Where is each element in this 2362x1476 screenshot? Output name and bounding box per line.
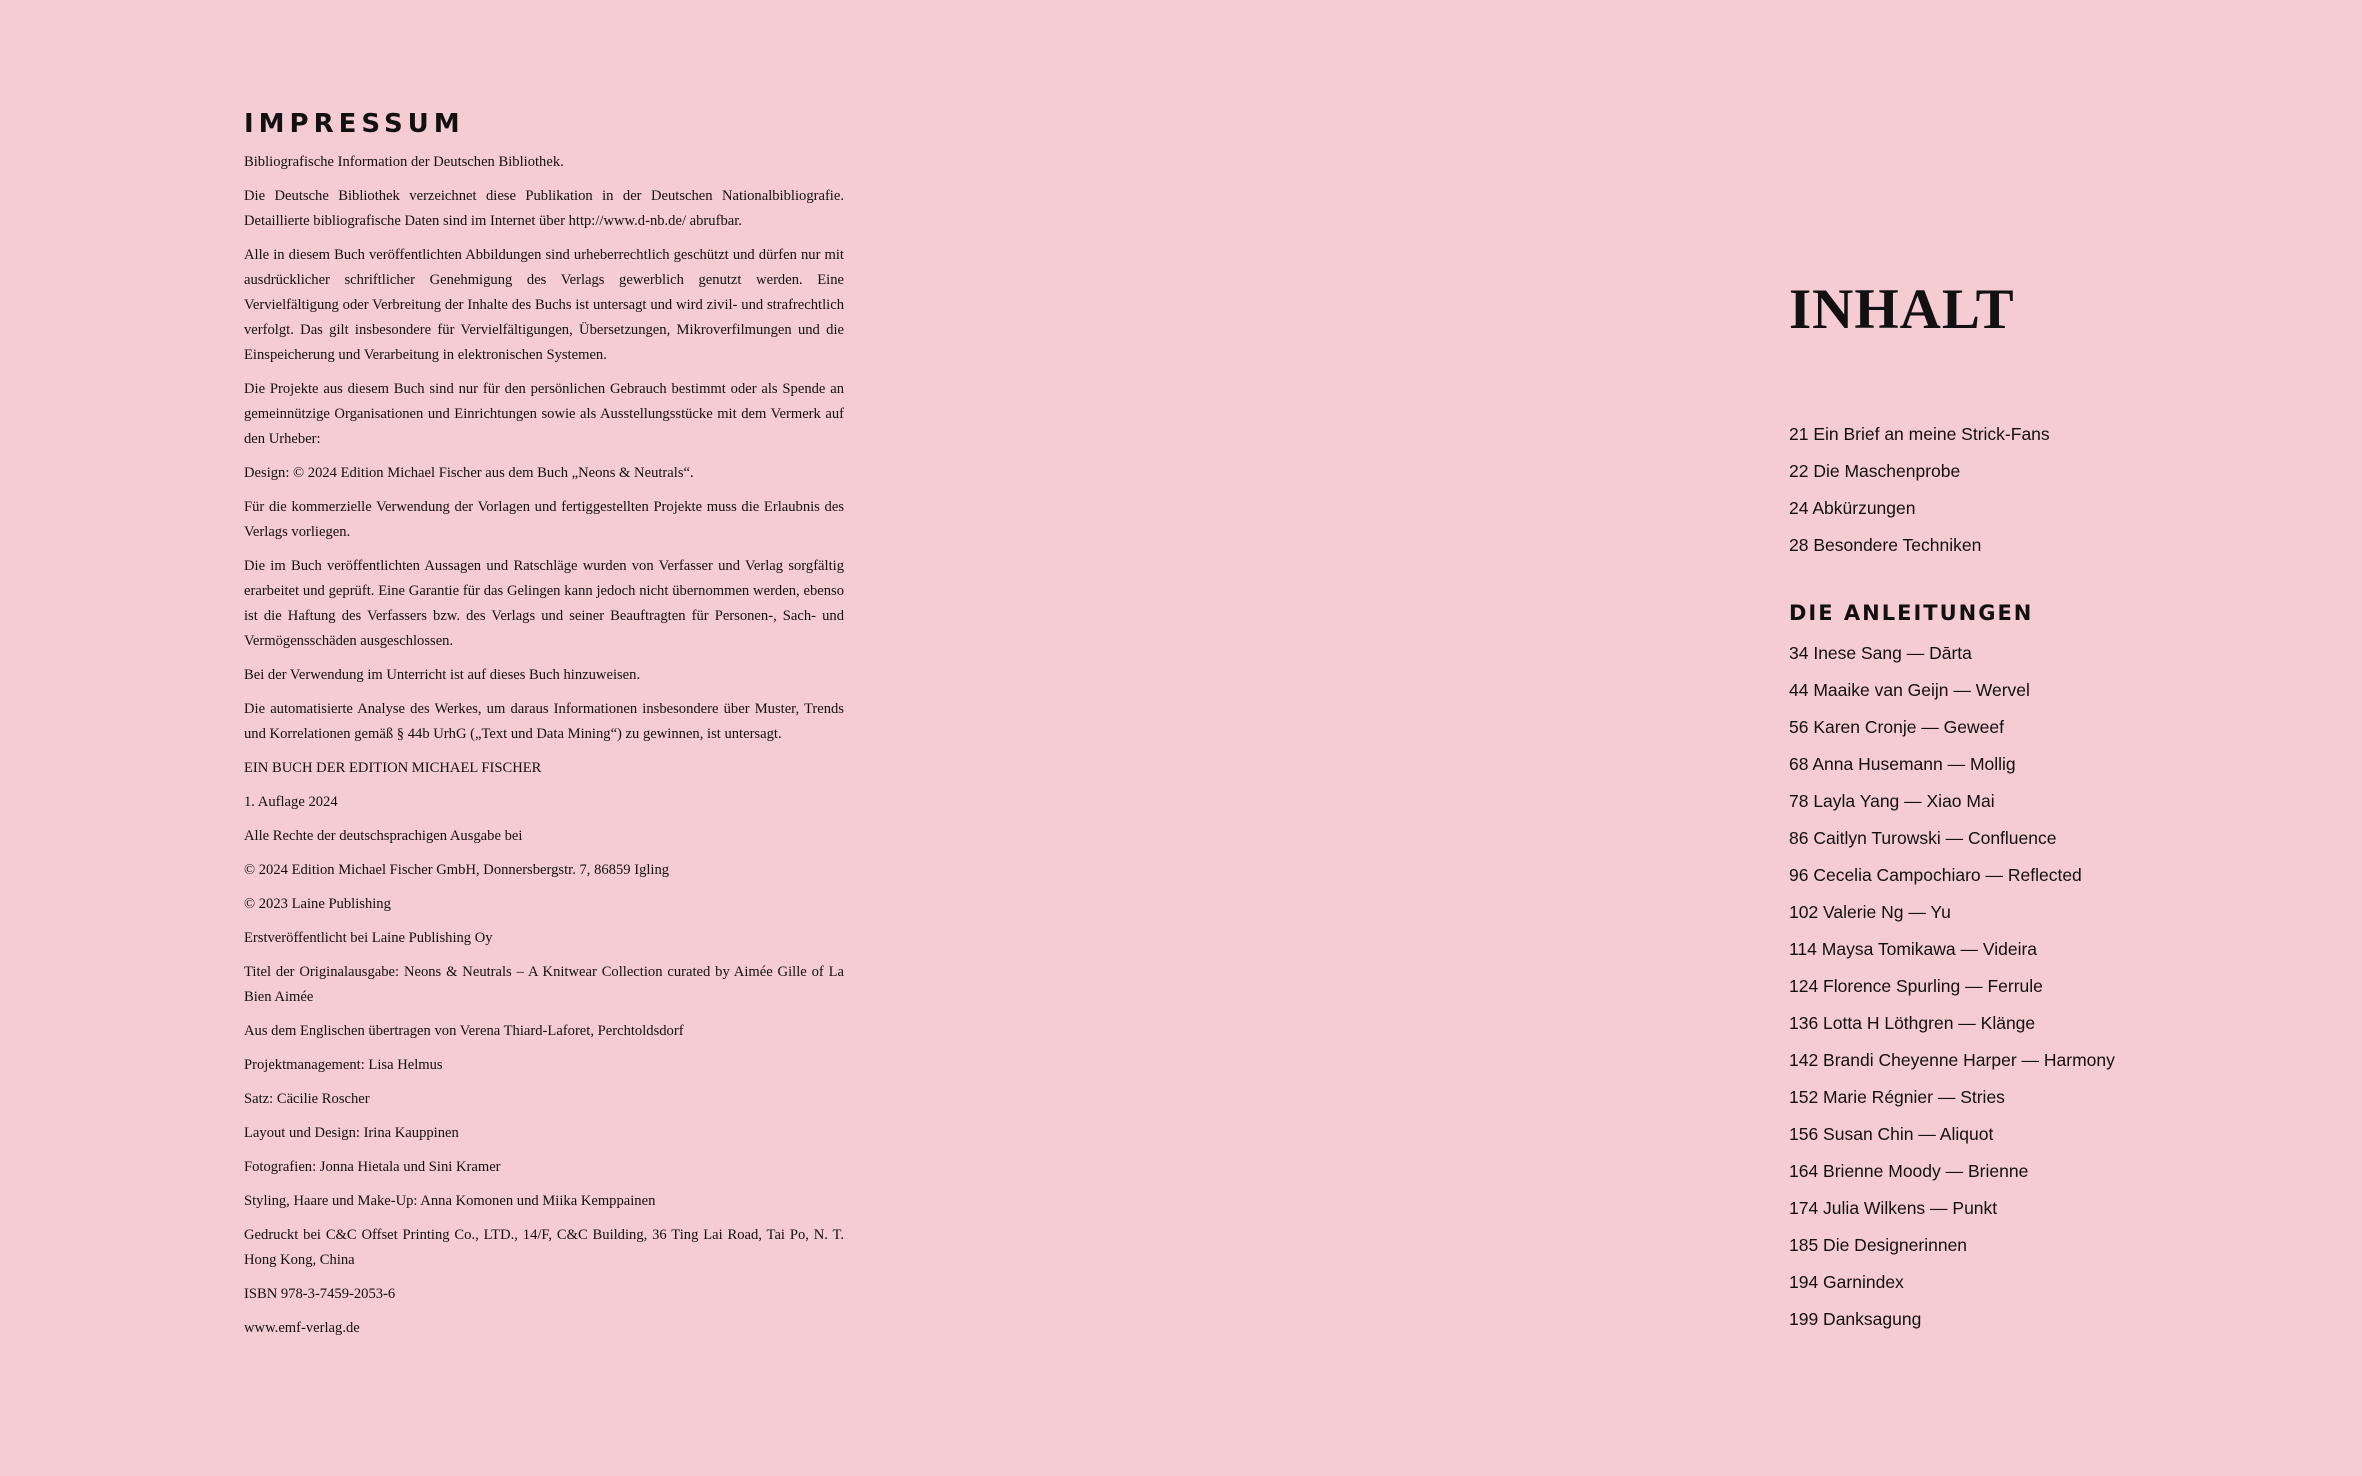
impressum-paragraph: Alle Rechte der deutschsprachigen Ausgabe bei <box>244 828 523 844</box>
toc-entry: 34 Inese Sang — Dārta <box>1789 643 1972 663</box>
impressum-paragraph: Die Projekte aus diesem Buch sind nur für den persönlichen Gebrauch bestimmt oder als Spende an gemeinnützige Organisationen und Einrichtungen sowie als Ausstellungsstücke mit dem Vermerk auf den Urheber: <box>244 381 844 447</box>
impressum-paragraph: Titel der Originalausgabe: Neons & Neutrals – A Knitwear Collection curated by Aimée Gille of La Bien Aimée <box>244 964 844 1005</box>
toc-entry: 142 Brandi Cheyenne Harper — Harmony <box>1789 1050 2115 1070</box>
impressum-paragraph: Projektmanagement: Lisa Helmus <box>244 1057 443 1073</box>
impressum-paragraph: © 2024 Edition Michael Fischer GmbH, Donnersbergstr. 7, 86859 Igling <box>244 862 670 878</box>
toc-entry: 21 Ein Brief an meine Strick-Fans <box>1789 424 2050 444</box>
toc-entry: 114 Maysa Tomikawa — Videira <box>1789 939 2038 959</box>
toc-entry: 174 Julia Wilkens — Punkt <box>1789 1198 1998 1218</box>
impressum-paragraph: Die automatisierte Analyse des Werkes, um daraus Informationen insbesondere über Muster, Trends und Korrelationen gemäß § 44b UrhG („Text und Data Mining“) zu gewinnen, ist untersagt. <box>244 701 844 742</box>
impressum-paragraph: Gedruckt bei C&C Offset Printing Co., LTD., 14/F, C&C Building, 36 Ting Lai Road, Tai Po, N. T. Hong Kong, China <box>244 1227 844 1268</box>
impressum-paragraph: Layout und Design: Irina Kauppinen <box>244 1125 459 1141</box>
impressum-paragraph: Die Deutsche Bibliothek verzeichnet diese Publikation in der Deutschen Nationalbibliografie. Detaillierte bibliografische Daten sind im Internet über http://www.d-nb.de/ abrufbar. <box>244 188 844 229</box>
impressum-paragraph: Erstveröffentlicht bei Laine Publishing Oy <box>244 930 493 946</box>
impressum-heading: IMPRESSUM <box>244 109 465 139</box>
impressum-paragraph: Bibliografische Information der Deutschen Bibliothek. <box>244 154 564 170</box>
toc-entry: 156 Susan Chin — Aliquot <box>1789 1124 1994 1144</box>
toc-entry: 28 Besondere Techniken <box>1789 535 1982 555</box>
toc-entry: 22 Die Maschenprobe <box>1789 461 1961 481</box>
publisher-website: www.emf-verlag.de <box>244 1320 360 1336</box>
toc-entry: 136 Lotta H Löthgren — Klänge <box>1789 1013 2036 1033</box>
toc-entry: 199 Danksagung <box>1789 1309 1922 1329</box>
toc-entry: 185 Die Designerinnen <box>1789 1235 1968 1255</box>
impressum-paragraph: Alle in diesem Buch veröffentlichten Abbildungen sind urheberrechtlich geschützt und dürfen nur mit ausdrücklicher schriftlicher Genehmigung des Verlags gewerblich genutzt werden. Eine Vervielfältigung oder Verbreitung der Inhalte des Buchs ist untersagt und wird zivil- und strafrechtlich verfolgt. Das gilt insbesondere für Vervielfältigungen, Übersetzungen, Mikroverfilmungen und die Einspeicherung und Verarbeitung in elektronischen Systemen. <box>244 247 844 363</box>
impressum-paragraph: Fotografien: Jonna Hietala und Sini Kramer <box>244 1159 501 1175</box>
impressum-paragraph: Satz: Cäcilie Roscher <box>244 1091 370 1107</box>
toc-entry: 78 Layla Yang — Xiao Mai <box>1789 791 1995 811</box>
impressum-paragraph: Bei der Verwendung im Unterricht ist auf dieses Buch hinzuweisen. <box>244 667 641 683</box>
toc-entry: 194 Garnindex <box>1789 1272 1904 1292</box>
toc-entry: 96 Cecelia Campochiaro — Reflected <box>1789 865 2082 885</box>
toc-entry: 24 Abkürzungen <box>1789 498 1916 518</box>
toc-entry: 102 Valerie Ng — Yu <box>1789 902 1951 922</box>
contents-intro-list <box>1789 416 2229 564</box>
contents-page <box>1789 275 2229 1338</box>
toc-entry: 56 Karen Cronje — Geweef <box>1789 717 2004 737</box>
toc-entry: 152 Marie Régnier — Stries <box>1789 1087 2005 1107</box>
impressum-paragraph: © 2023 Laine Publishing <box>244 896 391 912</box>
contents-patterns-list <box>1789 635 2229 1338</box>
impressum-paragraph: Design: © 2024 Edition Michael Fischer aus dem Buch „Neons & Neutrals“. <box>244 465 694 481</box>
impressum-paragraph: Styling, Haare und Make-Up: Anna Komonen und Miika Kemppainen <box>244 1193 656 1209</box>
impressum-paragraph: Die im Buch veröffentlichten Aussagen und Ratschläge wurden von Verfasser und Verlag sorgfältig erarbeitet und geprüft. Eine Garantie für das Gelingen kann jedoch nicht übernommen werden, ebenso ist die Haftung des Verfassers bzw. des Verlags und seiner Beauftragten für Personen-, Sach- und Vermögensschäden ausgeschlossen. <box>244 558 844 649</box>
impressum-paragraph: EIN BUCH DER EDITION MICHAEL FISCHER <box>244 760 542 776</box>
toc-entry: 124 Florence Spurling — Ferrule <box>1789 976 2043 996</box>
isbn-line: ISBN 978-3-7459-2053-6 <box>244 1286 396 1302</box>
patterns-section-heading: DIE ANLEITUNGEN <box>1789 601 2034 625</box>
impressum-paragraph: Aus dem Englischen übertragen von Verena Thiard-Laforet, Perchtoldsdorf <box>244 1023 684 1039</box>
impressum-page <box>244 108 844 1350</box>
impressum-paragraph: 1. Auflage 2024 <box>244 794 338 810</box>
contents-title: INHALT <box>1789 278 2015 341</box>
toc-entry: 86 Caitlyn Turowski — Confluence <box>1789 828 2057 848</box>
toc-entry: 44 Maaike van Geijn — Wervel <box>1789 680 2030 700</box>
impressum-paragraph: Für die kommerzielle Verwendung der Vorlagen und fertiggestellten Projekte muss die Erlaubnis des Verlags vorliegen. <box>244 499 844 540</box>
toc-entry: 164 Brienne Moody — Brienne <box>1789 1161 2029 1181</box>
toc-entry: 68 Anna Husemann — Mollig <box>1789 754 2016 774</box>
